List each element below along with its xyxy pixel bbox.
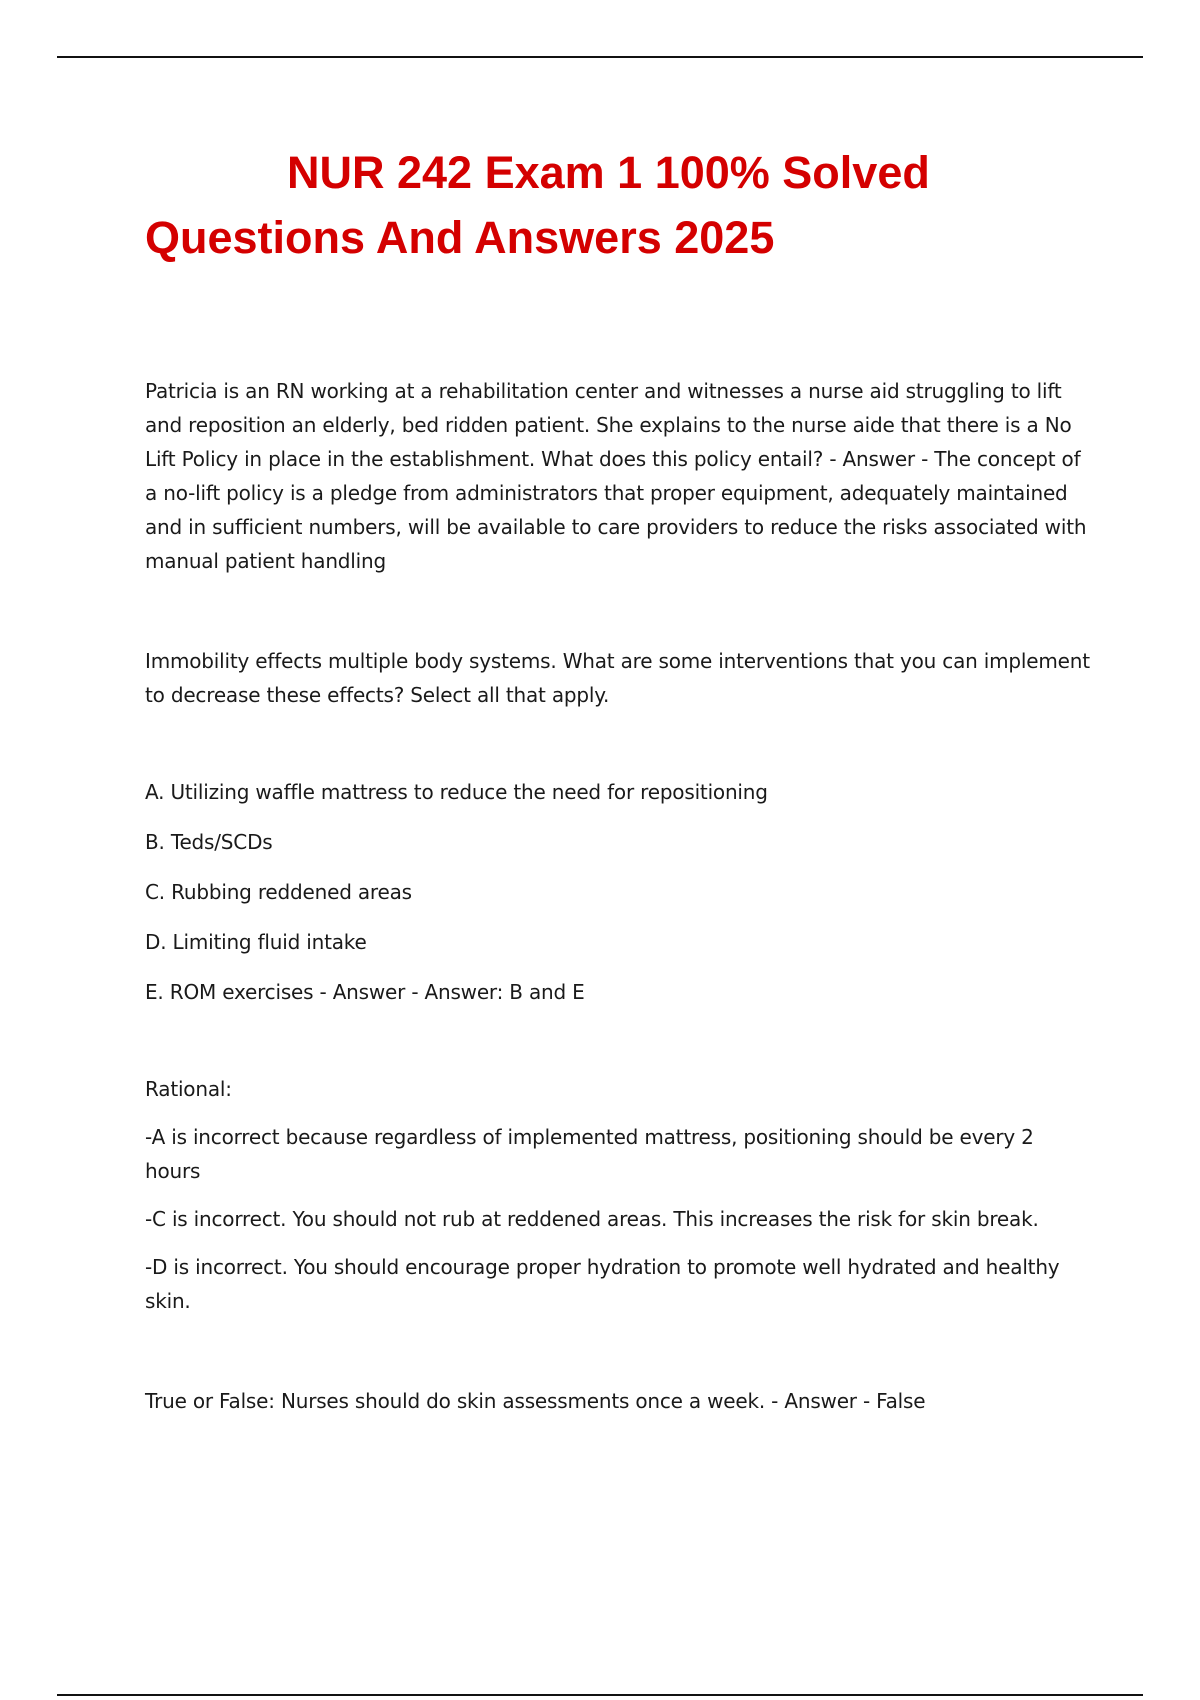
document-title: NUR 242 Exam 1 100% Solved Questions And Answers 2025	[145, 147, 930, 263]
rational-label: Rational:	[145, 1077, 232, 1101]
rational-a: -A is incorrect because regardless of implemented mattress, positioning should be every 2 hours	[145, 1125, 1034, 1183]
option-b: B. Teds/SCDs	[145, 830, 273, 854]
rational-c: -C is incorrect. You should not rub at reddened areas. This increases the risk for skin break.	[145, 1207, 1039, 1231]
option-e: E. ROM exercises - Answer - Answer: B and E	[145, 980, 585, 1004]
top-rule	[57, 56, 1143, 58]
option-c: C. Rubbing reddened areas	[145, 880, 412, 904]
question-3: True or False: Nurses should do skin assessments once a week. - Answer - False	[145, 1389, 926, 1413]
question-1: Patricia is an RN working at a rehabilitation center and witnesses a nurse aid struggling to lift and reposition an elderly, bed ridden patient. She explains to the nurse aide that there is a No Lift Policy in place in the establishment. What does this policy entail? - Answer - The concept of a no-lift policy is a pledge from administrators that proper equipment, adequately maintained and in sufficient numbers, will be available to care providers to reduce the risks associated with manual patient handling	[145, 379, 1087, 573]
answer-options	[145, 775, 1095, 1009]
rational-d: -D is incorrect. You should encourage proper hydration to promote well hydrated and healthy skin.	[145, 1255, 1060, 1313]
document-body	[145, 140, 1095, 1418]
question-2: Immobility effects multiple body systems. What are some interventions that you can implement to decrease these effects? Select all that apply.	[145, 649, 1090, 707]
bottom-rule	[57, 1694, 1143, 1696]
option-d: D. Limiting fluid intake	[145, 930, 367, 954]
option-a: A. Utilizing waffle mattress to reduce the need for repositioning	[145, 780, 768, 804]
